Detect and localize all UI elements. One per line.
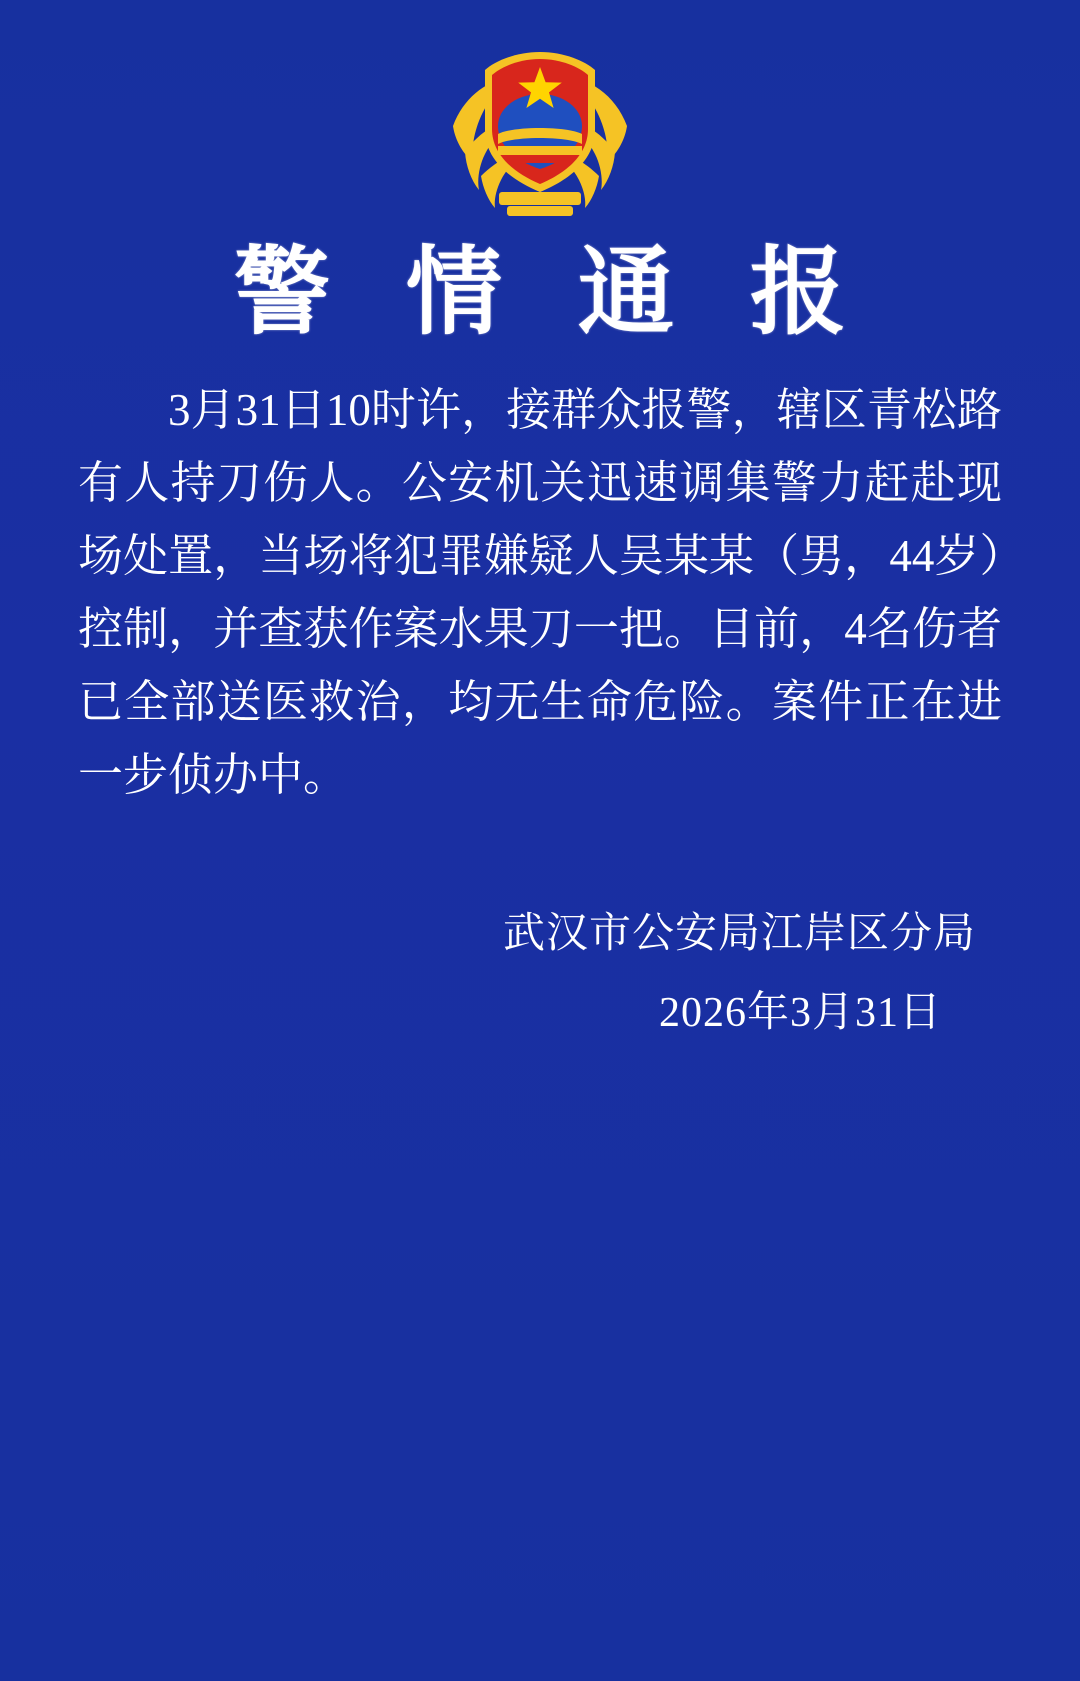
issue-date: 2026年3月31日 bbox=[658, 990, 942, 1037]
signature-block bbox=[0, 898, 976, 1051]
issuing-organization: 武汉市公安局江岸区分局 bbox=[502, 910, 976, 957]
notice-body-text: 3月31日10时许，接群众报警，辖区青松路有人持刀伤人。公安机关迅速调集警力赶赴现场处置，当场将犯罪嫌疑人吴某某（男，44岁）控制，并查获作案水果刀一把。目前，4名伤者已全部送医救治，均无生命危险。案件正在进一步侦办中。 bbox=[78, 385, 1002, 800]
china-police-emblem-icon bbox=[435, 34, 645, 224]
emblem-container bbox=[0, 0, 1080, 224]
page-title: 警 情 通 报 bbox=[234, 239, 872, 346]
